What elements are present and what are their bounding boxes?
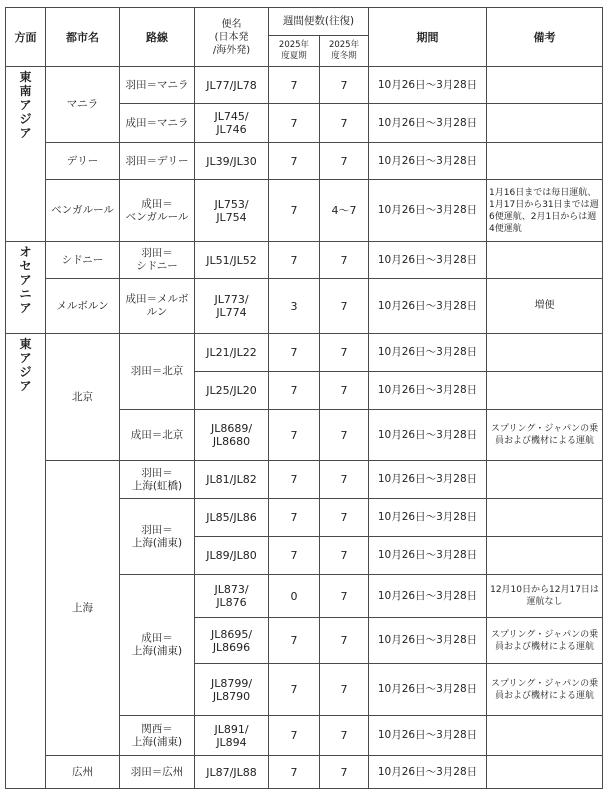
period: 10月26日～3月28日 bbox=[369, 575, 487, 618]
flight-number: JL8689/ JL8680 bbox=[195, 410, 269, 461]
winter-count: 7 bbox=[320, 410, 369, 461]
flight-schedule bbox=[5, 7, 603, 789]
period: 10月26日～3月28日 bbox=[369, 104, 487, 143]
summer-count: 0 bbox=[269, 575, 320, 618]
city-melbourne: メルボルン bbox=[46, 279, 120, 334]
table-row bbox=[6, 461, 603, 499]
remarks bbox=[487, 756, 603, 789]
summer-count: 7 bbox=[269, 716, 320, 756]
table-row bbox=[6, 242, 603, 279]
city-guangzhou: 広州 bbox=[46, 756, 120, 789]
period: 10月26日～3月28日 bbox=[369, 461, 487, 499]
winter-count: 7 bbox=[320, 143, 369, 180]
flight-number: JL39/JL30 bbox=[195, 143, 269, 180]
summer-count: 7 bbox=[269, 756, 320, 789]
summer-count: 7 bbox=[269, 180, 320, 242]
winter-count: 7 bbox=[320, 461, 369, 499]
flight-schedule-table bbox=[5, 7, 603, 789]
winter-count: 7 bbox=[320, 756, 369, 789]
remarks bbox=[487, 537, 603, 575]
period: 10月26日～3月28日 bbox=[369, 143, 487, 180]
winter-count: 7 bbox=[320, 242, 369, 279]
header-region: 方面 bbox=[6, 8, 46, 67]
route: 羽田＝マニラ bbox=[120, 67, 195, 104]
flight-number: JL891/ JL894 bbox=[195, 716, 269, 756]
flight-number: JL873/ JL876 bbox=[195, 575, 269, 618]
summer-count: 7 bbox=[269, 372, 320, 410]
table-row bbox=[6, 279, 603, 334]
header-period: 期間 bbox=[369, 8, 487, 67]
flight-number: JL81/JL82 bbox=[195, 461, 269, 499]
period: 10月26日～3月28日 bbox=[369, 180, 487, 242]
route: 成田＝ 上海(浦東) bbox=[120, 575, 195, 716]
flight-number: JL89/JL80 bbox=[195, 537, 269, 575]
remarks: スプリング・ジャパンの乗員および機材による運航 bbox=[487, 618, 603, 664]
winter-count: 7 bbox=[320, 537, 369, 575]
region-oceania: オセアニア bbox=[6, 242, 46, 334]
flight-number: JL773/ JL774 bbox=[195, 279, 269, 334]
period: 10月26日～3月28日 bbox=[369, 537, 487, 575]
period: 10月26日～3月28日 bbox=[369, 372, 487, 410]
period: 10月26日～3月28日 bbox=[369, 499, 487, 537]
period: 10月26日～3月28日 bbox=[369, 279, 487, 334]
route: 羽田＝広州 bbox=[120, 756, 195, 789]
winter-count: 7 bbox=[320, 716, 369, 756]
winter-count: 7 bbox=[320, 499, 369, 537]
flight-number: JL745/ JL746 bbox=[195, 104, 269, 143]
route: 羽田＝ 上海(浦東) bbox=[120, 499, 195, 575]
table-row bbox=[6, 334, 603, 372]
winter-count: 7 bbox=[320, 372, 369, 410]
route: 羽田＝デリー bbox=[120, 143, 195, 180]
flight-number: JL8695/ JL8696 bbox=[195, 618, 269, 664]
period: 10月26日～3月28日 bbox=[369, 410, 487, 461]
route: 成田＝マニラ bbox=[120, 104, 195, 143]
period: 10月26日～3月28日 bbox=[369, 618, 487, 664]
city-manila: マニラ bbox=[46, 67, 120, 143]
city-sydney: シドニー bbox=[46, 242, 120, 279]
remarks bbox=[487, 143, 603, 180]
header-winter: 2025年 度冬期 bbox=[320, 36, 369, 67]
period: 10月26日～3月28日 bbox=[369, 242, 487, 279]
route: 成田＝ ベンガルール bbox=[120, 180, 195, 242]
header-route: 路線 bbox=[120, 8, 195, 67]
route: 羽田＝ シドニー bbox=[120, 242, 195, 279]
winter-count: 7 bbox=[320, 618, 369, 664]
period: 10月26日～3月28日 bbox=[369, 664, 487, 716]
period: 10月26日～3月28日 bbox=[369, 756, 487, 789]
route: 羽田＝ 上海(虹橋) bbox=[120, 461, 195, 499]
table-row bbox=[6, 756, 603, 789]
summer-count: 7 bbox=[269, 242, 320, 279]
flight-number: JL51/JL52 bbox=[195, 242, 269, 279]
header-flight: 便名 (日本発 /海外発) bbox=[195, 8, 269, 67]
summer-count: 3 bbox=[269, 279, 320, 334]
city-beijing: 北京 bbox=[46, 334, 120, 461]
winter-count: 7 bbox=[320, 104, 369, 143]
remarks: スプリング・ジャパンの乗員および機材による運航 bbox=[487, 664, 603, 716]
summer-count: 7 bbox=[269, 618, 320, 664]
table-row bbox=[6, 180, 603, 242]
route: 成田＝メルボルン bbox=[120, 279, 195, 334]
route: 羽田＝北京 bbox=[120, 334, 195, 410]
remarks: 増便 bbox=[487, 279, 603, 334]
winter-count: 7 bbox=[320, 67, 369, 104]
flight-number: JL753/ JL754 bbox=[195, 180, 269, 242]
remarks bbox=[487, 104, 603, 143]
flight-number: JL87/JL88 bbox=[195, 756, 269, 789]
summer-count: 7 bbox=[269, 334, 320, 372]
region-east-asia: 東アジア bbox=[6, 334, 46, 789]
city-bengaluru: ベンガルール bbox=[46, 180, 120, 242]
period: 10月26日～3月28日 bbox=[369, 716, 487, 756]
winter-count: 7 bbox=[320, 279, 369, 334]
header-weekly-flights: 週間便数(往復) bbox=[269, 8, 369, 36]
period: 10月26日～3月28日 bbox=[369, 334, 487, 372]
remarks bbox=[487, 334, 603, 372]
region-southeast-asia: 東南アジア bbox=[6, 67, 46, 242]
route: 関西＝ 上海(浦東) bbox=[120, 716, 195, 756]
winter-count: 7 bbox=[320, 575, 369, 618]
table-row bbox=[6, 143, 603, 180]
winter-count: 4～7 bbox=[320, 180, 369, 242]
remarks: 12月10日から12月17日は運航なし bbox=[487, 575, 603, 618]
winter-count: 7 bbox=[320, 334, 369, 372]
summer-count: 7 bbox=[269, 664, 320, 716]
table-row bbox=[6, 67, 603, 104]
summer-count: 7 bbox=[269, 499, 320, 537]
flight-number: JL21/JL22 bbox=[195, 334, 269, 372]
header-remarks: 備考 bbox=[487, 8, 603, 67]
summer-count: 7 bbox=[269, 461, 320, 499]
summer-count: 7 bbox=[269, 143, 320, 180]
period: 10月26日～3月28日 bbox=[369, 67, 487, 104]
remarks bbox=[487, 242, 603, 279]
remarks bbox=[487, 499, 603, 537]
flight-number: JL8799/ JL8790 bbox=[195, 664, 269, 716]
summer-count: 7 bbox=[269, 537, 320, 575]
city-delhi: デリー bbox=[46, 143, 120, 180]
remarks bbox=[487, 372, 603, 410]
winter-count: 7 bbox=[320, 664, 369, 716]
summer-count: 7 bbox=[269, 67, 320, 104]
route: 成田＝北京 bbox=[120, 410, 195, 461]
flight-number: JL85/JL86 bbox=[195, 499, 269, 537]
remarks bbox=[487, 461, 603, 499]
city-shanghai: 上海 bbox=[46, 461, 120, 756]
flight-number: JL25/JL20 bbox=[195, 372, 269, 410]
summer-count: 7 bbox=[269, 410, 320, 461]
remarks bbox=[487, 716, 603, 756]
header-city: 都市名 bbox=[46, 8, 120, 67]
flight-number: JL77/JL78 bbox=[195, 67, 269, 104]
remarks: 1月16日までは毎日運航、1月17日から31日までは週6便運航、2月1日からは週4便運航 bbox=[487, 180, 603, 242]
remarks bbox=[487, 67, 603, 104]
header-summer: 2025年 度夏期 bbox=[269, 36, 320, 67]
remarks: スプリング・ジャパンの乗員および機材による運航 bbox=[487, 410, 603, 461]
summer-count: 7 bbox=[269, 104, 320, 143]
